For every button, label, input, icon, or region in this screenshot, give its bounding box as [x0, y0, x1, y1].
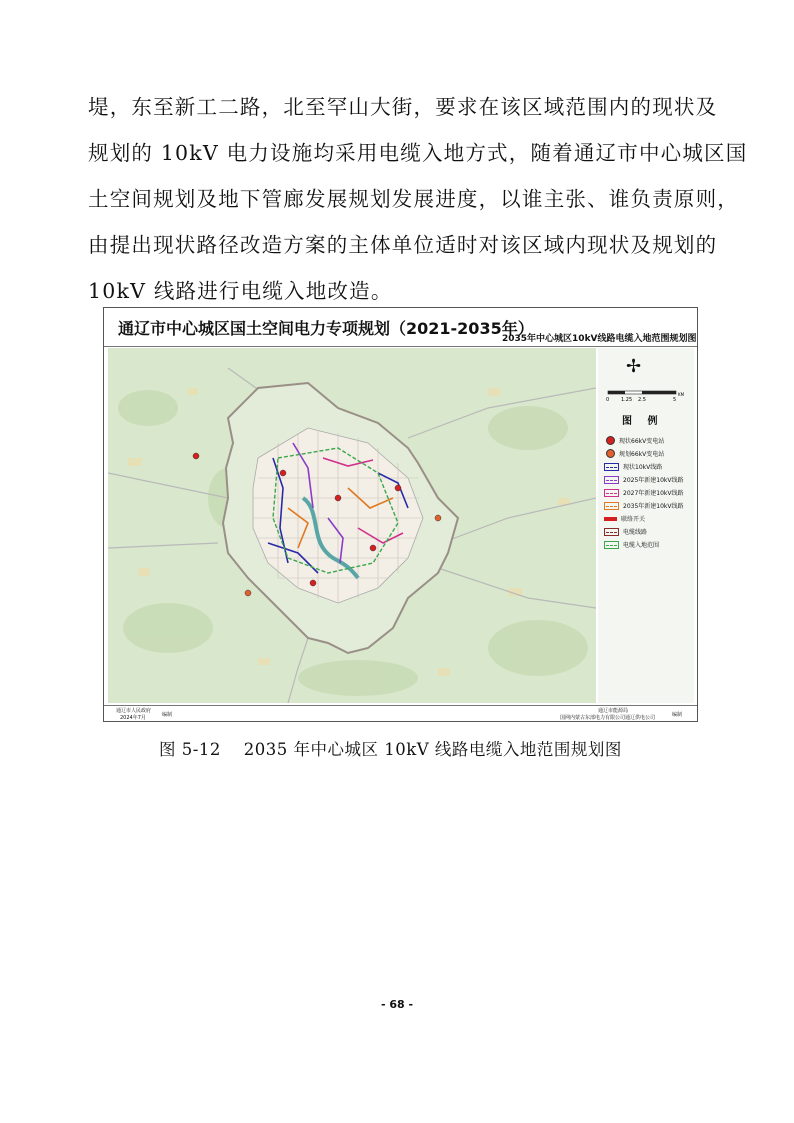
city-map	[108, 348, 596, 703]
planning-map-figure	[103, 307, 698, 722]
cable-line-symbol-icon	[604, 528, 619, 536]
body-paragraph	[88, 87, 748, 311]
legend-label: 电缆入地范围	[623, 542, 660, 549]
footer-right-role: 编制	[672, 712, 683, 718]
paragraph-line: 堤，东至新工二路，北至罕山大街，要求在该区域范围内的现状及	[88, 95, 718, 119]
line-2035-symbol-icon	[604, 502, 619, 510]
legend-item	[604, 447, 694, 460]
legend-list	[604, 434, 694, 551]
legend-item	[604, 460, 694, 473]
paragraph-line: 土空间规划及地下管廊发展规划发展进度，以谁主张、谁负责原则，	[88, 187, 739, 211]
legend-label: 现状10kV线路	[623, 464, 663, 471]
scale-unit: KM	[678, 392, 685, 397]
north-arrow-icon: ✢	[626, 356, 642, 377]
paragraph-line: 规划的 10kV 电力设施均采用电缆入地方式，随着通辽市中心城区国	[88, 141, 748, 165]
legend-label: 2027年新建10kV线路	[623, 490, 684, 497]
existing-substation-symbol-icon	[606, 436, 615, 445]
scale-label: 5	[673, 397, 677, 403]
legend-label: 2025年新建10kV线路	[623, 477, 684, 484]
footer-left-role: 编制	[162, 712, 173, 718]
cable-area-symbol-icon	[604, 541, 619, 549]
paragraph-line: 由提出现状路径改造方案的主体单位适时对该区域内现状及规划的	[88, 233, 718, 257]
existing-line-symbol-icon	[604, 463, 619, 471]
scale-label: 1.25	[621, 397, 633, 403]
legend-item	[604, 538, 694, 551]
footer-right-org: 国网内蒙古东部电力有限公司通辽供电公司	[560, 715, 656, 721]
line-2027-symbol-icon	[604, 489, 619, 497]
legend-item	[604, 512, 694, 525]
figure-title: 通辽市中心城区国土空间电力专项规划（2021-2035年）	[118, 319, 534, 338]
legend-label: 电缆线路	[623, 529, 648, 536]
figure-header	[104, 308, 697, 347]
tie-switch-symbol-icon	[604, 517, 617, 521]
planned-substation-symbol-icon	[606, 449, 615, 458]
paragraph-line: 10kV 线路进行电缆入地改造。	[88, 279, 393, 303]
line-2025-symbol-icon	[604, 476, 619, 484]
legend-label: 现状66kV变电站	[619, 438, 665, 445]
legend-item	[604, 434, 694, 447]
scale-bar	[606, 388, 686, 408]
legend-label: 规划66kV变电站	[619, 451, 665, 458]
map-legend-panel	[598, 348, 694, 703]
figure-footer	[104, 705, 697, 722]
legend-item	[604, 499, 694, 512]
legend-item	[604, 486, 694, 499]
figure-caption: 图 5-12 2035 年中心城区 10kV 线路电缆入地范围规划图	[159, 740, 622, 759]
page-number: - 68 -	[380, 998, 414, 1011]
footer-right-org: 通辽市能源局	[598, 708, 629, 714]
legend-item	[604, 525, 694, 538]
legend-label: 2035年新建10kV线路	[623, 503, 684, 510]
scale-label: 0	[606, 397, 610, 403]
legend-title: 图 例	[622, 416, 664, 427]
legend-label: 联络开关	[621, 516, 646, 523]
legend-item	[604, 473, 694, 486]
footer-left-org: 通辽市人民政府	[116, 708, 152, 714]
figure-subtitle: 2035年中心城区10kV线路电缆入地范围规划图	[502, 334, 697, 344]
footer-left-date: 2024年7月	[120, 715, 146, 721]
scale-label: 2.5	[638, 397, 646, 403]
